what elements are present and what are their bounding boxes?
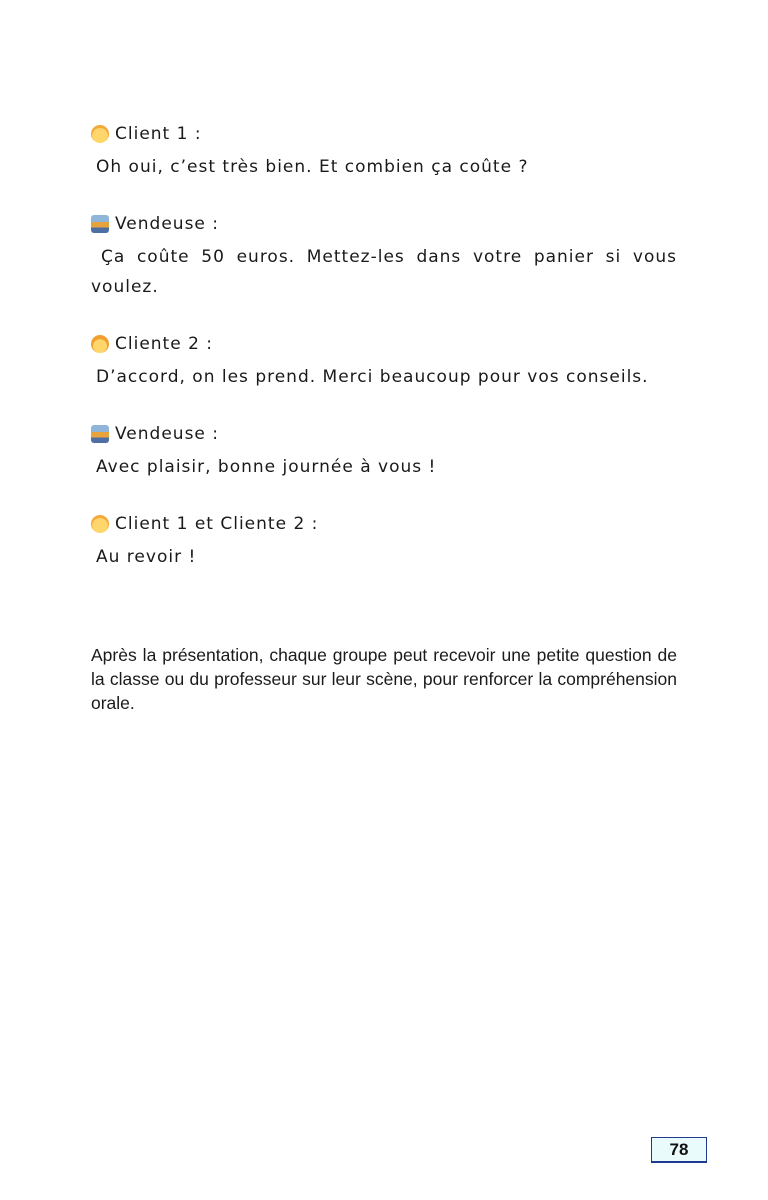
speaker-label: Vendeuse :: [115, 214, 220, 234]
speech-text: Oh oui, c’est très bien. Et combien ça coûte ?: [96, 157, 529, 177]
speaker-line: [91, 422, 677, 446]
speech-text: Ça coûte 50 euros. Mettez-les dans votre panier si vous voulez.: [91, 247, 677, 297]
dialogue-turn: [91, 122, 677, 182]
speech-text: D’accord, on les prend. Merci beaucoup pour vos conseils.: [96, 367, 649, 387]
speech-text: Avec plaisir, bonne journée à vous !: [96, 457, 437, 477]
speaker-line: [91, 332, 677, 356]
man-face-icon: [91, 515, 109, 533]
man-face-icon: [91, 125, 109, 143]
woman-face-icon: [91, 335, 109, 353]
closing-paragraph: Après la présentation, chaque groupe peut recevoir une petite question de la classe ou du professeur sur leur scène, pour renforcer la compréhension orale.: [91, 644, 677, 713]
speaker-line: [91, 122, 677, 146]
speech-text: Au revoir !: [96, 547, 197, 567]
speaker-line: [91, 512, 677, 536]
dialogue-turn: [91, 422, 677, 482]
page-number: 78: [651, 1137, 707, 1163]
speaker-label: Client 1 et Cliente 2 :: [115, 514, 319, 534]
dialogue-turn: [91, 512, 677, 572]
speaker-line: [91, 212, 677, 236]
dialogue: [91, 122, 677, 602]
dialogue-turn: [91, 212, 677, 302]
speaker-label: Client 1 :: [115, 124, 202, 144]
speaker-label: Vendeuse :: [115, 424, 220, 444]
speaker-label: Cliente 2 :: [115, 334, 214, 354]
saleswoman-icon: [91, 425, 109, 443]
dialogue-turn: [91, 332, 677, 392]
saleswoman-icon: [91, 215, 109, 233]
